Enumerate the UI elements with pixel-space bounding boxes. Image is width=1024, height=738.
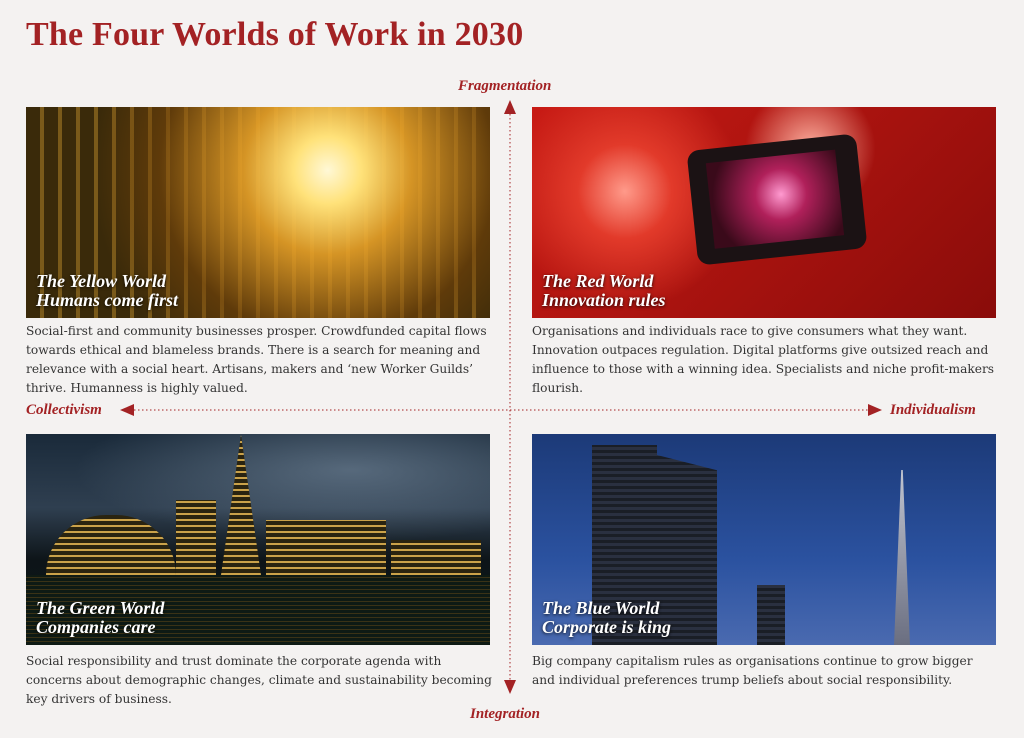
- burj-tower: [894, 470, 910, 645]
- axis-label-individualism: Individualism: [890, 402, 976, 418]
- green-world-caption: [36, 599, 164, 637]
- yellow-world-caption: [36, 272, 178, 310]
- skyscraper: [757, 585, 785, 645]
- arrow-up-icon: [504, 100, 516, 114]
- blue-world-caption: [542, 599, 671, 637]
- yellow-world-subtitle: Humans come first: [36, 290, 179, 310]
- office-building: [266, 520, 386, 575]
- axis-label-collectivism: Collectivism: [26, 402, 102, 418]
- green-world-subtitle: Companies care: [36, 617, 156, 637]
- yellow-world-title: The Yellow World: [36, 271, 167, 291]
- red-world-subtitle: Innovation rules: [542, 290, 666, 310]
- axis-label-fragmentation: Fragmentation: [458, 78, 552, 94]
- green-world-photo: [26, 434, 490, 645]
- blue-world-title: The Blue World: [542, 598, 660, 618]
- arrow-left-icon: [120, 404, 134, 416]
- yellow-world-photo: [26, 107, 490, 318]
- page-title: The Four Worlds of Work in 2030: [26, 16, 524, 53]
- office-building: [176, 500, 216, 575]
- axis-label-integration: Integration: [470, 706, 541, 722]
- blue-world-description: Big company capitalism rules as organisations continue to grow bigger and individual preferences trump beliefs about social responsibility.: [532, 654, 973, 687]
- arrow-down-icon: [504, 680, 516, 694]
- red-world-description: Organisations and individuals race to give consumers what they want. Innovation outpaces regulation. Digital platforms give outsized reach and influence to those with a winning idea. Specialists and niche profit-makers flourish.: [532, 324, 995, 395]
- office-building: [391, 540, 481, 575]
- green-world-description: Social responsibility and trust dominate the corporate agenda with concerns about demographic changes, climate and sustainability becoming key drivers of business.: [26, 654, 492, 706]
- red-world-caption: [542, 272, 666, 310]
- blue-world-subtitle: Corporate is king: [542, 617, 672, 637]
- smartphone-image: [686, 133, 867, 265]
- green-world-title: The Green World: [36, 598, 165, 618]
- red-world-photo: [532, 107, 996, 318]
- phone-screen: [706, 150, 844, 249]
- arrow-right-icon: [868, 404, 882, 416]
- blue-world-photo: [532, 434, 996, 645]
- red-world-title: The Red World: [542, 271, 654, 291]
- yellow-world-description: Social-first and community businesses prosper. Crowdfunded capital flows towards ethical and blameless brands. There is a search for meaning and relevance with a social heart. Artisans, makers and ‘new Worker Guilds’ thrive. Humanness is highly valued.: [26, 324, 487, 395]
